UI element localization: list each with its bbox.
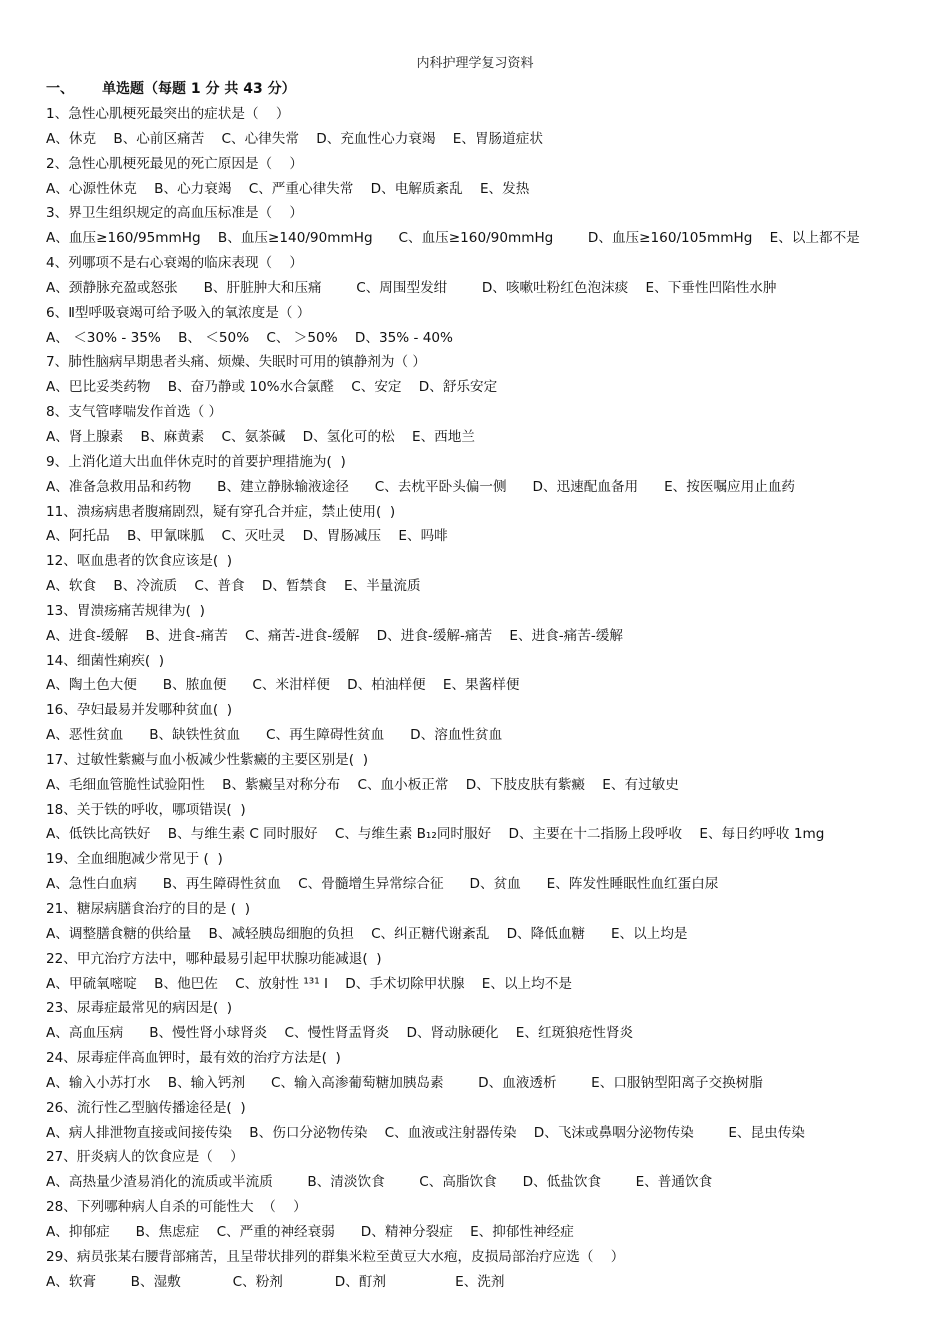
question-text: 9、上消化道大出血伴休克时的首要护理措施为( ) xyxy=(46,453,346,470)
answer-options: A、甲硫氧嘧啶 B、他巴佐 C、放射性 ¹³¹ I D、手术切除甲状腺 E、以上均不是 xyxy=(46,975,572,992)
question-text: 12、呕血患者的饮食应该是( ) xyxy=(46,553,233,570)
question-text: 29、病员张某右腰背部痛苦，且呈带状排列的群集米粒至黄豆大水疱，皮损局部治疗应选（ ） xyxy=(46,1248,625,1265)
question-text: 17、过敏性紫癜与血小板减少性紫癜的主要区别是( ) xyxy=(46,751,369,768)
answer-options: A、恶性贫血 B、缺铁性贫血 C、再生障碍性贫血 D、溶血性贫血 xyxy=(46,727,503,744)
answer-options: A、病人排泄物直接或间接传染 B、伤口分泌物传染 C、血液或注射器传染 D、飞沫或鼻咽分泌物传染 E、昆虫传染 xyxy=(46,1124,805,1141)
question-text: 27、肝炎病人的饮食应是（ ） xyxy=(46,1149,244,1166)
answer-options: A、休克 B、心前区痛苦 C、心律失常 D、充血性心力衰竭 E、胃肠道症状 xyxy=(46,130,543,147)
question-text: 8、支气管哮喘发作首选（ ） xyxy=(46,404,223,421)
question-text: 24、尿毒症伴高血钾时，最有效的治疗方法是( ) xyxy=(46,1050,341,1067)
section-title: 单选题（每题 1 分 共 43 分） xyxy=(102,81,296,97)
answer-options: A、陶土色大便 B、脓血便 C、米泔样便 D、柏油样便 E、果酱样便 xyxy=(46,677,520,694)
answer-options: A、心源性休克 B、心力衰竭 C、严重心律失常 D、电解质紊乱 E、发热 xyxy=(46,180,530,197)
answer-options: A、软膏 B、湿敷 C、粉剂 D、酊剂 E、洗剂 xyxy=(46,1273,505,1290)
question-text: 2、急性心肌梗死最见的死亡原因是（ ） xyxy=(46,155,304,172)
question-text: 7、肺性脑病早期患者头痛、烦燥、失眠时可用的镇静剂为（ ） xyxy=(46,354,426,371)
answer-options: A、巴比妥类药物 B、奋乃静或 10%水合氯醛 C、安定 D、舒乐安定 xyxy=(46,379,498,396)
question-text: 23、尿毒症最常见的病因是( ) xyxy=(46,1000,233,1017)
question-text: 22、甲亢治疗方法中，哪种最易引起甲状腺功能减退( ) xyxy=(46,950,382,967)
question-text: 21、糖尿病膳食治疗的目的是 ( ) xyxy=(46,901,250,917)
answer-options: A、输入小苏打水 B、输入钙剂 C、输入高渗葡萄糖加胰岛素 D、血液透析 E、口服钠型阳离子交换树脂 xyxy=(46,1074,763,1091)
answer-options: A、肾上腺素 B、麻黄素 C、氨茶碱 D、氢化可的松 E、西地兰 xyxy=(46,428,475,445)
answer-options: A、阿托品 B、甲氰咪胍 C、灭吐灵 D、胃肠减压 E、吗啡 xyxy=(46,528,448,545)
answer-options: A、高热量少渣易消化的流质或半流质 B、清淡饮食 C、高脂饮食 D、低盐饮食 E、普通饮食 xyxy=(46,1174,713,1191)
answer-options: A、急性白血病 B、再生障碍性贫血 C、骨髓增生异常综合征 D、贫血 E、阵发性睡眠性血红蛋白尿 xyxy=(46,876,719,893)
answer-options: A、血压≥160/95mmHg B、血压≥140/90mmHg C、血压≥160/90mmHg D、血压≥160/105mmHg E、以上都不是 xyxy=(46,230,860,247)
question-text: 19、全血细胞减少常见于 ( ) xyxy=(46,851,223,868)
question-text: 4、列哪项不是右心衰竭的临床表现（ ） xyxy=(46,255,304,272)
page-header: 内科护理学复习资料 xyxy=(416,56,534,71)
answer-options: A、抑郁症 B、焦虑症 C、严重的神经衰弱 D、精神分裂症 E、抑郁性神经症 xyxy=(46,1223,574,1240)
question-text: 3、界卫生组织规定的高血压标准是（ ） xyxy=(46,205,304,222)
answer-options: A、进食-缓解 B、进食-痛苦 C、痛苦-进食-缓解 D、进食-缓解-痛苦 E、进食-痛苦-缓解 xyxy=(46,627,623,644)
question-text: 18、关于铁的呼收，哪项错误( ) xyxy=(46,801,246,818)
answer-options: A、调整膳食糖的供给量 B、减轻胰岛细胞的负担 C、纠正糖代谢紊乱 D、降低血糖 E、以上均是 xyxy=(46,925,688,942)
answer-options: A、毛细血管脆性试验阳性 B、紫癜呈对称分布 C、血小板正常 D、下肢皮肤有紫癜 E、有过敏史 xyxy=(46,776,679,793)
question-text: 11、溃疡病患者腹痛剧烈，疑有穿孔合并症，禁止使用( ) xyxy=(46,503,396,520)
question-text: 26、流行性乙型脑传播途径是( ) xyxy=(46,1099,246,1116)
question-text: 6、Ⅱ型呼吸衰竭可给予吸入的氧浓度是（ ） xyxy=(46,304,311,321)
section-heading xyxy=(46,78,296,98)
question-text: 16、孕妇最易并发哪种贫血( ) xyxy=(46,702,233,719)
answer-options: A、 ＜30% - 35% B、 ＜50% C、 ＞50% D、35% - 40% xyxy=(46,329,453,346)
question-text: 14、细菌性痢疾( ) xyxy=(46,652,165,669)
answer-options: A、低铁比高铁好 B、与维生素 C 同时服好 C、与维生素 B₁₂同时服好 D、主要在十二指肠上段呼收 E、每日约呼收 1mg xyxy=(46,826,825,843)
question-list xyxy=(46,102,926,1295)
answer-options: A、准备急救用品和药物 B、建立静脉输液途径 C、去枕平卧头偏一侧 D、迅速配血备用 E、按医嘱应用止血药 xyxy=(46,478,796,495)
question-text: 13、胃溃疡痛苦规律为( ) xyxy=(46,602,205,619)
answer-options: A、高血压病 B、慢性肾小球肾炎 C、慢性肾盂肾炎 D、肾动脉硬化 E、红斑狼疮性肾炎 xyxy=(46,1025,634,1042)
answer-options: A、颈静脉充盈或怒张 B、肝脏肿大和压痛 C、周围型发绀 D、咳嗽吐粉红色泡沫痰 E、下垂性凹陷性水肿 xyxy=(46,279,777,296)
question-text: 1、急性心肌梗死最突出的症状是（ ） xyxy=(46,106,290,122)
answer-options: A、软食 B、冷流质 C、普食 D、暂禁食 E、半量流质 xyxy=(46,578,421,595)
question-text: 28、下列哪种病人自杀的可能性大 （ ） xyxy=(46,1199,307,1216)
section-number: 一、 xyxy=(46,81,74,97)
